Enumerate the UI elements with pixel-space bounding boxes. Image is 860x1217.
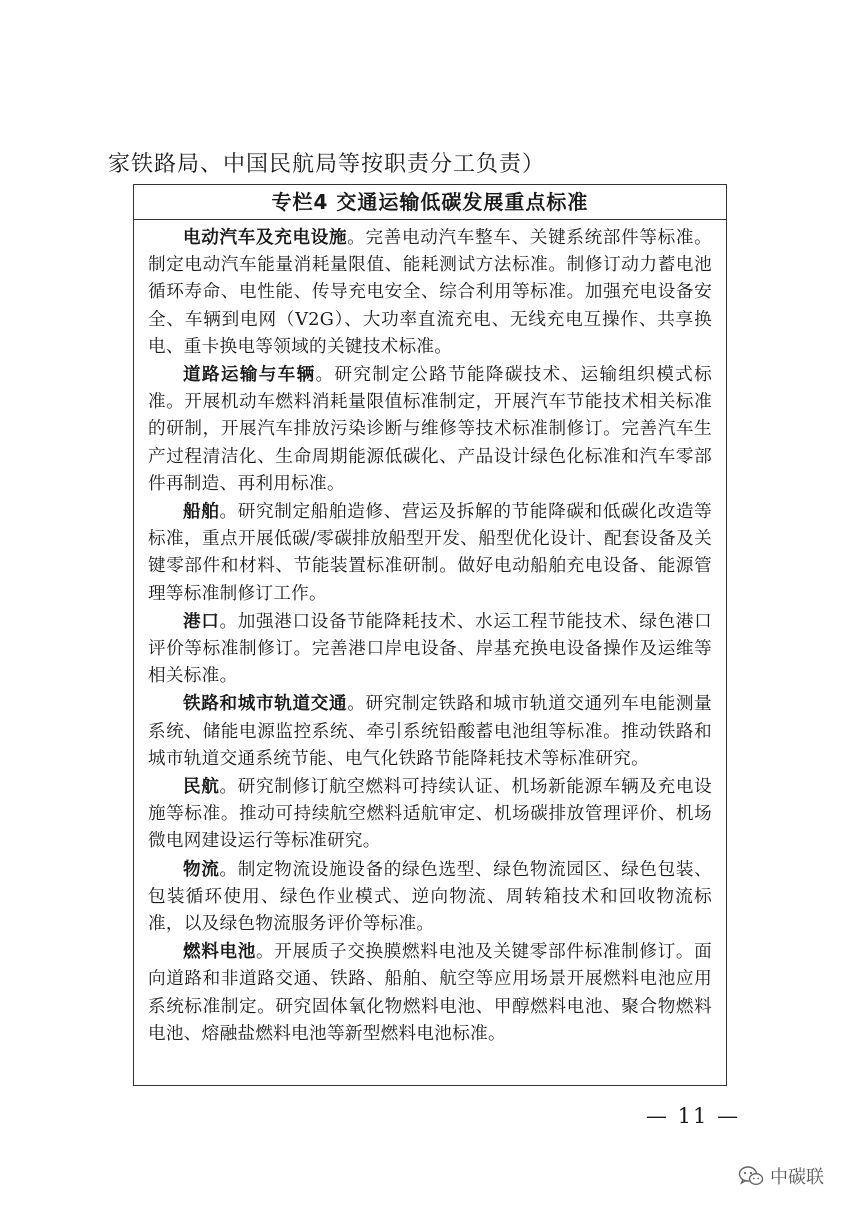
paragraph-text: 。研究制修订航空燃料可持续认证、机场新能源车辆及充电设施等标准。推动可持续航空燃料适航审定、机场碳排放管理评价、机场微电网建设运行等标准研究。 bbox=[148, 777, 712, 852]
paragraph-heading: 物流 bbox=[183, 858, 220, 880]
paragraph-heading: 燃料电池 bbox=[183, 941, 257, 963]
paragraph-heading: 港口 bbox=[183, 610, 220, 632]
wechat-icon bbox=[738, 1165, 764, 1187]
paragraph-text: 。研究制定船舶造修、营运及拆解的节能降碳和低碳化改造等标准，重点开展低碳/零碳排放船型开发、船型优化设计、配套设备及关键零部件和材料、节能装置标准研制。做好电动船舶充电设备、能源管理等标准制修订工作。 bbox=[148, 502, 712, 604]
watermark-text: 中碳联 bbox=[770, 1167, 824, 1188]
paragraph-ships bbox=[148, 498, 712, 608]
paragraph-ports bbox=[148, 608, 712, 691]
column-title: 专栏4 交通运输低碳发展重点标准 bbox=[134, 185, 726, 220]
page-number: — 11 — bbox=[646, 1104, 741, 1128]
paragraph-civil-aviation bbox=[148, 773, 712, 856]
paragraph-text: 。加强港口设备节能降耗技术、水运工程节能技术、绿色港口评价等标准制修订。完善港口岸电设备、岸基充换电设备操作及运维等相关标准。 bbox=[148, 611, 712, 687]
paragraph-electric-vehicles bbox=[148, 224, 712, 361]
paragraph-heading: 民航 bbox=[183, 776, 220, 798]
paragraph-logistics bbox=[148, 856, 712, 939]
paragraph-text: 。研究制定公路节能降碳技术、运输组织模式标准。开展机动车燃料消耗量限值标准制定，开展汽车节能技术相关标准的研制，开展汽车排放污染诊断与维修等技术标准制修订。完善汽车生产过程清洁化、生命周期能源低碳化、产品设计绿色化标准和汽车零部件再制造、再利用标准。 bbox=[148, 365, 712, 494]
paragraph-heading: 电动汽车及充电设施 bbox=[183, 227, 348, 248]
paragraph-heading: 铁路和城市轨道交通 bbox=[183, 693, 348, 715]
lead-line: 家铁路局、中国民航局等按职责分工负责） bbox=[108, 152, 546, 177]
paragraph-text: 。研究制定铁路和城市轨道交通列车电能测量系统、储能电源监控系统、牵引系统铅酸蓄电池组等标准。推动铁路和城市轨道交通系统节能、电气化铁路节能降耗技术等标准研究。 bbox=[148, 694, 712, 769]
paragraph-text: 。完善电动汽车整车、关键系统部件等标准。制定电动汽车能量消耗量限值、能耗测试方法标准。制修订动力蓄电池循环寿命、电性能、传导充电安全、综合利用等标准。加强充电设备安全、车辆到电网（V2G）、大功率直流充电、无线充电互操作、共享换电、重卡换电等领域的关键技术标准。 bbox=[148, 228, 712, 357]
paragraph-heading: 船舶 bbox=[183, 501, 220, 523]
paragraph-text: 。制定物流设施设备的绿色选型、绿色物流园区、绿色包装、包装循环使用、绿色作业模式、逆向物流、周转箱技术和回收物流标准，以及绿色物流服务评价等标准。 bbox=[148, 859, 712, 935]
column-body bbox=[134, 220, 726, 1048]
watermark bbox=[738, 1163, 824, 1189]
column-box bbox=[133, 184, 727, 1086]
paragraph-heading: 道路运输与车辆 bbox=[183, 364, 316, 386]
paragraph-road-transport bbox=[148, 361, 712, 498]
paragraph-railway bbox=[148, 690, 712, 773]
paragraph-fuel-cells bbox=[148, 938, 712, 1048]
paragraph-text: 。开展质子交换膜燃料电池及关键零部件标准制修订。面向道路和非道路交通、铁路、船舶、航空等应用场景开展燃料电池应用系统标准制定。研究固体氧化物燃料电池、甲醇燃料电池、聚合物燃料电池、熔融盐燃料电池等新型燃料电池标准。 bbox=[148, 942, 712, 1044]
